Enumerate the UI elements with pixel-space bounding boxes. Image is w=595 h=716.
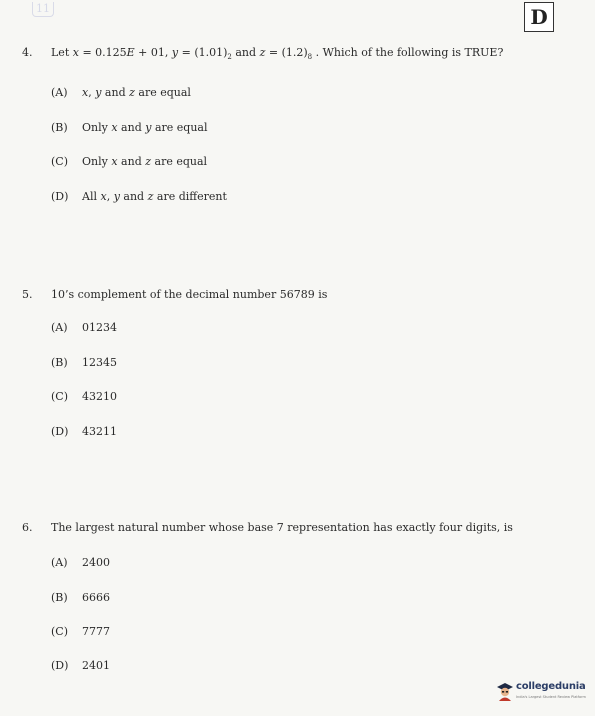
option-letter: (B) bbox=[51, 356, 68, 369]
option-text: 2400 bbox=[82, 556, 110, 569]
option-letter: (D) bbox=[51, 190, 69, 203]
question-number: 5. bbox=[22, 288, 33, 301]
option-text: 2401 bbox=[82, 659, 110, 672]
option-d[interactable] bbox=[51, 659, 110, 672]
option-d[interactable] bbox=[51, 190, 227, 203]
option-letter: (A) bbox=[51, 86, 68, 99]
option-text: Only x and y are equal bbox=[82, 121, 208, 134]
brand-tagline: India's Largest Student Review Platform bbox=[516, 695, 586, 699]
option-letter: (D) bbox=[51, 659, 69, 672]
option-b[interactable] bbox=[51, 121, 208, 134]
option-d[interactable] bbox=[51, 425, 117, 438]
option-b[interactable] bbox=[51, 356, 117, 369]
option-text: 12345 bbox=[82, 356, 117, 369]
corner-mark: 11 bbox=[32, 2, 54, 17]
option-letter: (B) bbox=[51, 121, 68, 134]
option-b[interactable] bbox=[51, 591, 110, 604]
option-letter: (D) bbox=[51, 425, 69, 438]
question-stem: Let x = 0.125E + 01, $y = (1.01)_2$ and $z = (1.2)_8$ . Which of the following is TRUE? bbox=[51, 46, 504, 62]
question-stem: 10’s complement of the decimal number 56789 is bbox=[51, 288, 328, 301]
option-letter: (C) bbox=[51, 390, 68, 403]
option-c[interactable] bbox=[51, 390, 117, 403]
question-number: 4. bbox=[22, 46, 33, 59]
question-stem: The largest natural number whose base 7 representation has exactly four digits, is bbox=[51, 521, 513, 534]
question-number: 6. bbox=[22, 521, 33, 534]
option-letter: (A) bbox=[51, 321, 68, 334]
option-a[interactable] bbox=[51, 556, 110, 569]
option-c[interactable] bbox=[51, 155, 207, 168]
option-text: 43211 bbox=[82, 425, 117, 438]
set-code-box: D bbox=[524, 2, 554, 32]
graduate-mascot-icon bbox=[496, 682, 514, 702]
option-text: 7777 bbox=[82, 625, 110, 638]
option-text: 6666 bbox=[82, 591, 110, 604]
option-text: 01234 bbox=[82, 321, 117, 334]
option-text: Only x and z are equal bbox=[82, 155, 208, 168]
option-letter: (C) bbox=[51, 155, 68, 168]
option-a[interactable] bbox=[51, 321, 117, 334]
option-a[interactable] bbox=[51, 86, 191, 99]
option-letter: (B) bbox=[51, 591, 68, 604]
option-letter: (C) bbox=[51, 625, 68, 638]
brand-name: collegedunia bbox=[516, 681, 586, 692]
option-c[interactable] bbox=[51, 625, 110, 638]
option-text: 43210 bbox=[82, 390, 117, 403]
option-text: All x, y and z are different bbox=[82, 190, 227, 203]
collegedunia-logo bbox=[496, 681, 592, 709]
option-letter: (A) bbox=[51, 556, 68, 569]
option-text: x, y and z are equal bbox=[82, 86, 191, 99]
